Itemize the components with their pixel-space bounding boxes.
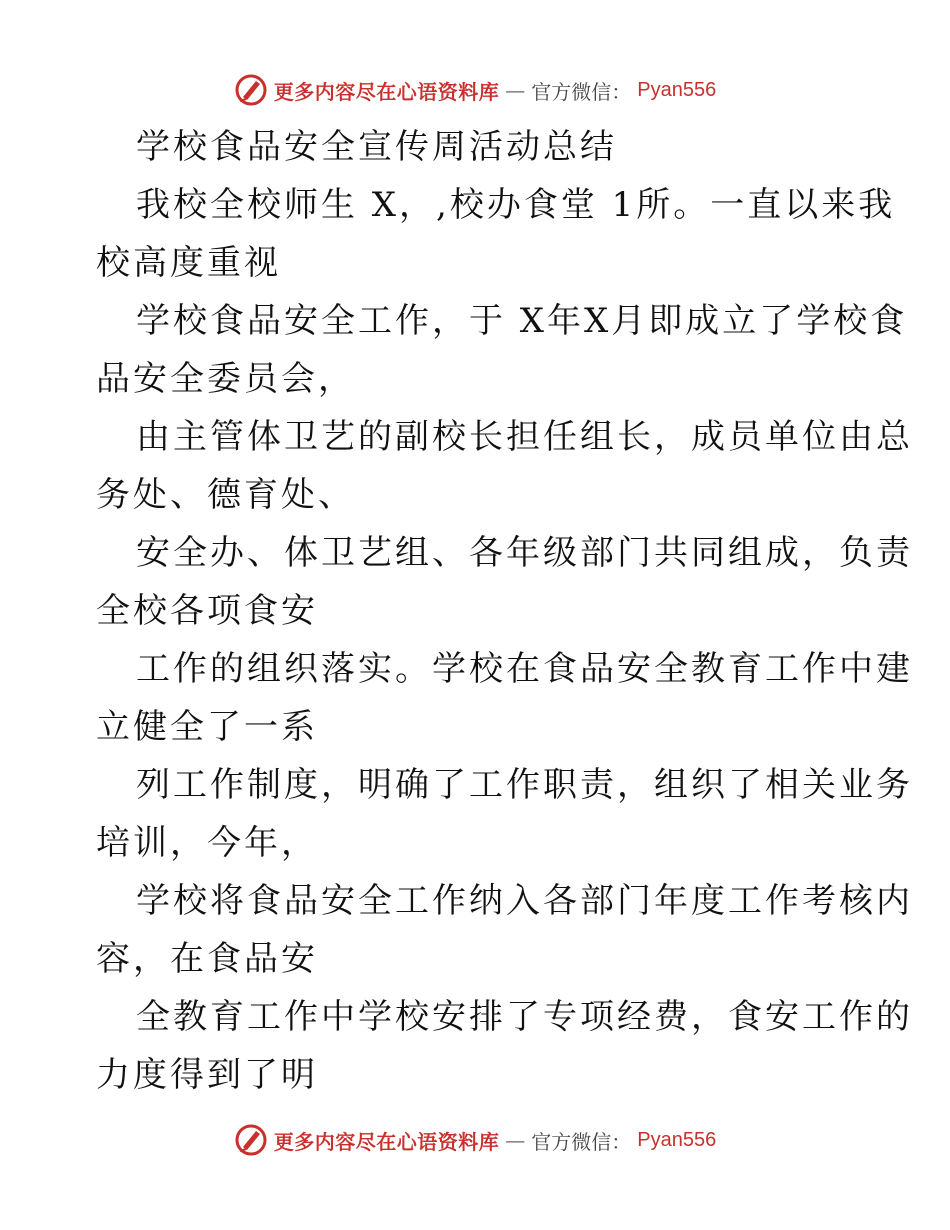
footer-watermark [0, 1122, 950, 1158]
text-line: 安全办、体卫艺组、各年级部门共同组成，负责 [136, 533, 913, 573]
text-line: 校高度重视 [96, 243, 281, 283]
quill-seal-icon [234, 73, 268, 107]
watermark-dash: — [505, 78, 526, 102]
text-line: 全教育工作中学校安排了专项经费，食安工作的 [136, 997, 913, 1037]
text-line: 容，在食品安 [96, 939, 318, 979]
text-line: 工作的组织落实。学校在食品安全教育工作中建 [136, 649, 913, 689]
watermark-text: 更多内容尽在心语资料库 [273, 79, 500, 104]
document-body [96, 118, 913, 1104]
text-line: 学校将食品安全工作纳入各部门年度工作考核内 [136, 881, 913, 921]
text-line: 学校食品安全工作，于 X年X月即成立了学校食 [136, 301, 908, 341]
text-line: 列工作制度，明确了工作职责，组织了相关业务 [136, 765, 913, 805]
text-line: 品安全委员会， [96, 359, 355, 399]
watermark-wechat-id: Pyan556 [637, 78, 717, 101]
quill-seal-icon [234, 1123, 268, 1157]
text-line: 我校全校师生 X，,校办食堂 1所。一直以来我 [136, 185, 896, 225]
watermark-official-label: 官方微信： [531, 79, 632, 104]
watermark-official-label: 官方微信： [531, 1129, 632, 1154]
text-line: 全校各项食安 [96, 591, 318, 631]
watermark-wechat-id: Pyan556 [637, 1128, 717, 1151]
header-watermark [0, 72, 950, 108]
page-title: 学校食品安全宣传周活动总结 [136, 127, 617, 167]
watermark-text: 更多内容尽在心语资料库 [273, 1129, 500, 1154]
text-line: 立健全了一系 [96, 707, 318, 747]
text-line: 由主管体卫艺的副校长担任组长，成员单位由总 [136, 417, 913, 457]
watermark-dash: — [505, 1128, 526, 1152]
text-line: 力度得到了明 [96, 1055, 318, 1095]
text-line: 务处、德育处、 [96, 475, 355, 515]
text-line: 培训，今年， [96, 823, 318, 863]
